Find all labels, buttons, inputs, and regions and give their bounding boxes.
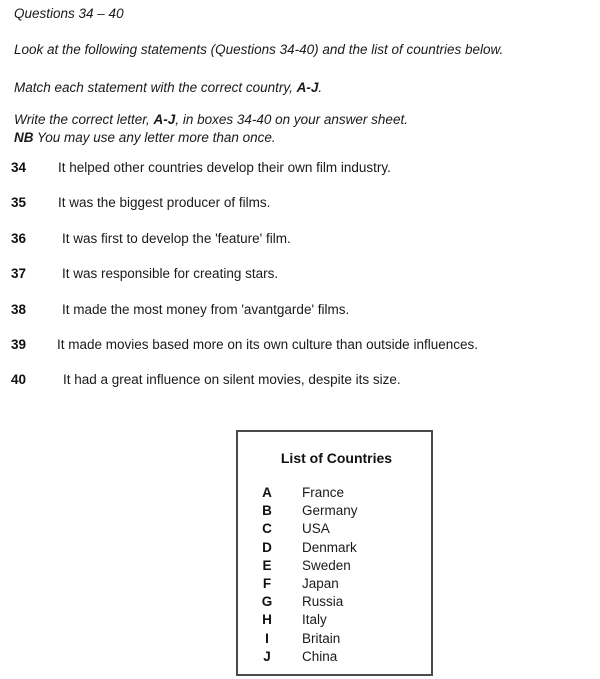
questions-heading: Questions 34 – 40 <box>14 6 124 21</box>
statement-text: It made movies based more on its own culture than outside influences. <box>57 337 478 352</box>
statement-row <box>0 160 600 182</box>
instruction-look-at-statements: Look at the following statements (Questions 34-40) and the list of countries below. <box>14 42 504 57</box>
statement-number: 36 <box>11 230 27 246</box>
instruction-nb-note <box>14 130 276 146</box>
instruction-nb-label: NB <box>14 130 34 145</box>
instruction-write-prefix: Write the correct letter, <box>14 112 154 127</box>
country-letter: H <box>262 612 272 628</box>
instruction-nb-text: You may use any letter more than once. <box>33 130 276 145</box>
instruction-write-suffix: , in boxes 34-40 on your answer sheet. <box>175 112 408 127</box>
country-letter: B <box>262 503 272 519</box>
country-letter: D <box>262 539 272 555</box>
countries-list <box>238 485 435 667</box>
statement-text: It was first to develop the 'feature' film. <box>62 230 291 246</box>
statement-text: It helped other countries develop their own film industry. <box>58 160 391 175</box>
statement-text: It made the most money from 'avantgarde' films. <box>62 301 350 317</box>
instruction-match-range: A-J <box>296 80 319 95</box>
statement-text: It was responsible for creating stars. <box>62 266 279 282</box>
statement-row <box>0 337 600 359</box>
statement-row <box>0 195 600 217</box>
country-row <box>238 540 435 558</box>
country-letter: A <box>262 485 272 500</box>
statement-text: It had a great influence on silent movies, despite its size. <box>63 372 401 388</box>
statement-row <box>0 302 600 324</box>
statement-row <box>0 231 600 253</box>
country-name: China <box>302 648 338 664</box>
country-name: Britain <box>302 630 341 646</box>
statement-number: 38 <box>11 301 27 317</box>
statement-row <box>0 266 600 288</box>
statement-text: It was the biggest producer of films. <box>58 195 271 211</box>
instruction-write-letter <box>14 112 408 128</box>
statement-number: 37 <box>11 266 27 282</box>
country-letter: I <box>265 630 269 646</box>
instruction-match-prefix: Match each statement with the correct country, <box>14 80 297 95</box>
country-row <box>238 594 435 612</box>
country-row <box>238 558 435 576</box>
country-name: Denmark <box>302 539 357 555</box>
country-letter: G <box>261 594 273 610</box>
country-row <box>238 485 435 503</box>
country-name: Sweden <box>302 557 351 573</box>
statement-number: 40 <box>11 372 27 388</box>
country-name: Italy <box>302 612 327 628</box>
country-row <box>238 576 435 594</box>
list-of-countries-box <box>236 430 433 676</box>
country-name: Japan <box>302 575 339 591</box>
statement-number: 34 <box>11 160 27 175</box>
countries-box-title: List of Countries <box>280 450 393 466</box>
statement-row <box>0 372 600 394</box>
instruction-match-suffix: . <box>318 80 323 95</box>
country-row <box>238 612 435 630</box>
instruction-write-range: A-J <box>153 112 176 127</box>
country-row <box>238 631 435 649</box>
statement-number: 35 <box>11 195 27 211</box>
country-name: Germany <box>302 503 358 519</box>
country-name: Russia <box>302 594 344 610</box>
instruction-match-statement <box>14 80 322 96</box>
country-letter: E <box>262 557 272 573</box>
statement-number: 39 <box>11 337 27 352</box>
country-row <box>238 521 435 539</box>
country-letter: J <box>263 648 271 664</box>
country-row <box>238 503 435 521</box>
country-row <box>238 649 435 667</box>
country-name: USA <box>302 521 330 537</box>
country-letter: C <box>262 521 272 537</box>
country-letter: F <box>262 575 272 591</box>
country-name: France <box>302 485 345 500</box>
